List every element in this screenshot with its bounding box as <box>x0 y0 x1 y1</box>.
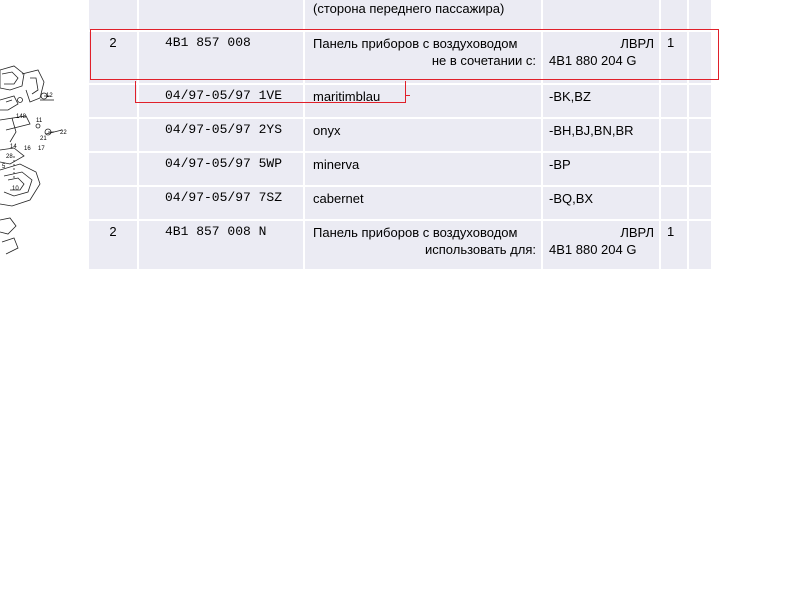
diagram-label: 17 <box>38 146 45 152</box>
part-name: cabernet <box>304 186 542 220</box>
part-number: 4B1 857 008 N <box>138 220 304 270</box>
quantity-cell <box>660 118 688 152</box>
table-row[interactable] <box>89 220 712 270</box>
part-note: не в сочетании с: <box>431 53 536 68</box>
part-code: -BQ,BX <box>542 186 660 220</box>
diagram-label: 22 <box>60 130 67 136</box>
diagram-label: 16 <box>24 146 31 152</box>
part-number: 04/97-05/97 5WP <box>138 152 304 186</box>
part-code: -BK,BZ <box>542 84 660 118</box>
highlight-tick <box>406 95 410 96</box>
quantity-cell <box>660 84 688 118</box>
part-name: (сторона переднего пассажира) <box>304 0 542 31</box>
quantity-cell <box>660 186 688 220</box>
diagram-label: 12 <box>46 93 53 99</box>
part-name: minerva <box>304 152 542 186</box>
table-row[interactable] <box>89 152 712 186</box>
diagram-label: 28 <box>6 154 13 160</box>
part-name: onyx <box>304 118 542 152</box>
position-cell <box>89 118 138 152</box>
highlight-box <box>90 29 719 80</box>
highlight-box <box>135 81 406 103</box>
part-name: maritimblau <box>304 84 542 118</box>
part-ref: 4B1 880 204 G <box>549 53 637 68</box>
diagram-label: 148 <box>16 114 27 120</box>
part-code: ЛВРЛ <box>620 225 654 240</box>
part-code: -BP <box>542 152 660 186</box>
part-ref: 4B1 880 204 G <box>549 242 637 257</box>
quantity-cell: 1 <box>660 31 688 84</box>
position-cell: 2 <box>89 31 138 84</box>
position-cell: 2 <box>89 220 138 270</box>
diagram-label: 11 <box>36 118 43 124</box>
table-row[interactable] <box>89 186 712 220</box>
table-row[interactable] <box>89 0 712 31</box>
diagram-label: 14 <box>10 144 17 150</box>
diagram-label: 10 <box>12 186 19 192</box>
quantity-cell: 1 <box>660 220 688 270</box>
table-row[interactable] <box>89 118 712 152</box>
position-cell <box>89 84 138 118</box>
parts-diagram <box>0 60 90 260</box>
part-number: 04/97-05/97 7SZ <box>138 186 304 220</box>
part-note: использовать для: <box>424 242 536 257</box>
position-cell <box>89 152 138 186</box>
diagram-label: 21 <box>40 136 47 142</box>
part-code: -BH,BJ,BN,BR <box>542 118 660 152</box>
part-code: ЛВРЛ <box>620 36 654 51</box>
quantity-cell <box>660 152 688 186</box>
part-number: 4B1 857 008 <box>138 31 304 84</box>
part-name: Панель приборов с воздуховодом <box>313 225 518 240</box>
part-name: Панель приборов с воздуховодом <box>313 36 518 51</box>
part-number: 04/97-05/97 1VE <box>138 84 304 118</box>
position-cell <box>89 186 138 220</box>
diagram-label: 5 <box>2 164 6 170</box>
part-number: 04/97-05/97 2YS <box>138 118 304 152</box>
